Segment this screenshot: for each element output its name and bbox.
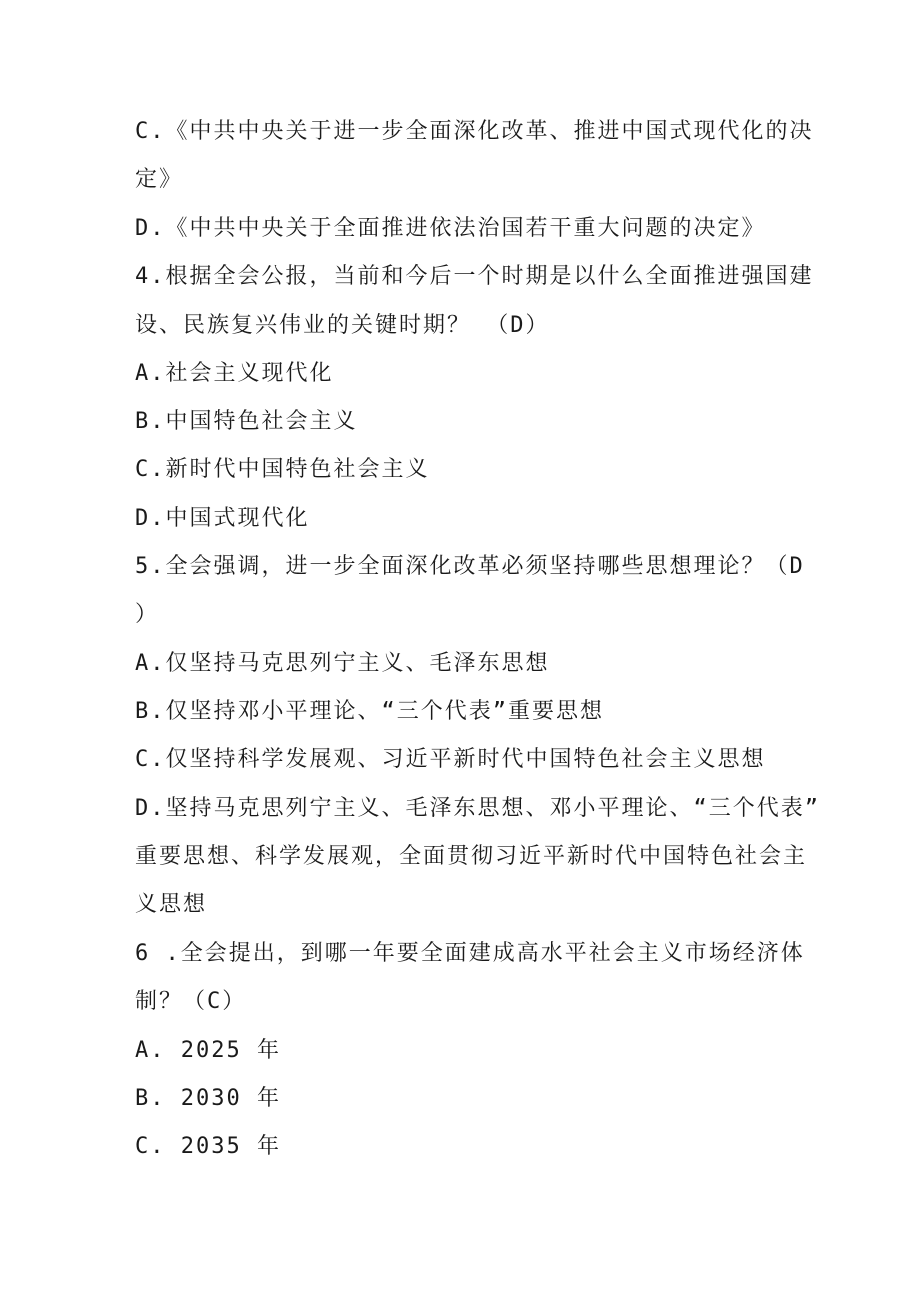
option-c-q4: C.新时代中国特色社会主义 [135, 457, 430, 482]
option-d-q5-line-2: 重要思想、科学发展观，全面贯彻习近平新时代中国特色社会主 [135, 844, 808, 869]
question-6-line-1: 6 .全会提出，到哪一年要全面建成高水平社会主义市场经济体 [135, 941, 805, 966]
question-4-line-1: 4.根据全会公报，当前和今后一个时期是以什么全面推进强国建 [135, 264, 814, 289]
question-5-line-2: ） [135, 602, 160, 627]
option-b-q6: B. 2030 年 [135, 1086, 281, 1111]
option-b-q5: B.仅坚持邓小平理论、“三个代表”重要思想 [135, 699, 604, 724]
option-c-q3-line-2: 定》 [135, 167, 184, 192]
question-6-line-2: 制？（C） [135, 989, 247, 1014]
question-5-line-1: 5.全会强调，进一步全面深化改革必须坚持哪些思想理论？（D [135, 554, 805, 579]
option-a-q4: A.社会主义现代化 [135, 361, 334, 386]
option-a-q5: A.仅坚持马克思列宁主义、毛泽东思想 [135, 651, 550, 676]
option-c-q5: C.仅坚持科学发展观、习近平新时代中国特色社会主义思想 [135, 747, 766, 772]
option-a-q6: A. 2025 年 [135, 1038, 281, 1063]
option-d-q4: D.中国式现代化 [135, 506, 310, 531]
option-c-q3-line-1: C.《中共中央关于进一步全面深化改革、推进中国式现代化的决 [135, 119, 814, 144]
option-d-q5-line-3: 义思想 [135, 892, 208, 917]
option-c-q6: C. 2035 年 [135, 1134, 281, 1159]
question-4-line-2: 设、民族复兴伟业的关键时期？ （D） [135, 313, 550, 338]
option-d-q3: D.《中共中央关于全面推进依法治国若干重大问题的决定》 [135, 216, 766, 241]
option-b-q4: B.中国特色社会主义 [135, 409, 358, 434]
option-d-q5-line-1: D.坚持马克思列宁主义、毛泽东思想、邓小平理论、“三个代表” [135, 796, 820, 821]
